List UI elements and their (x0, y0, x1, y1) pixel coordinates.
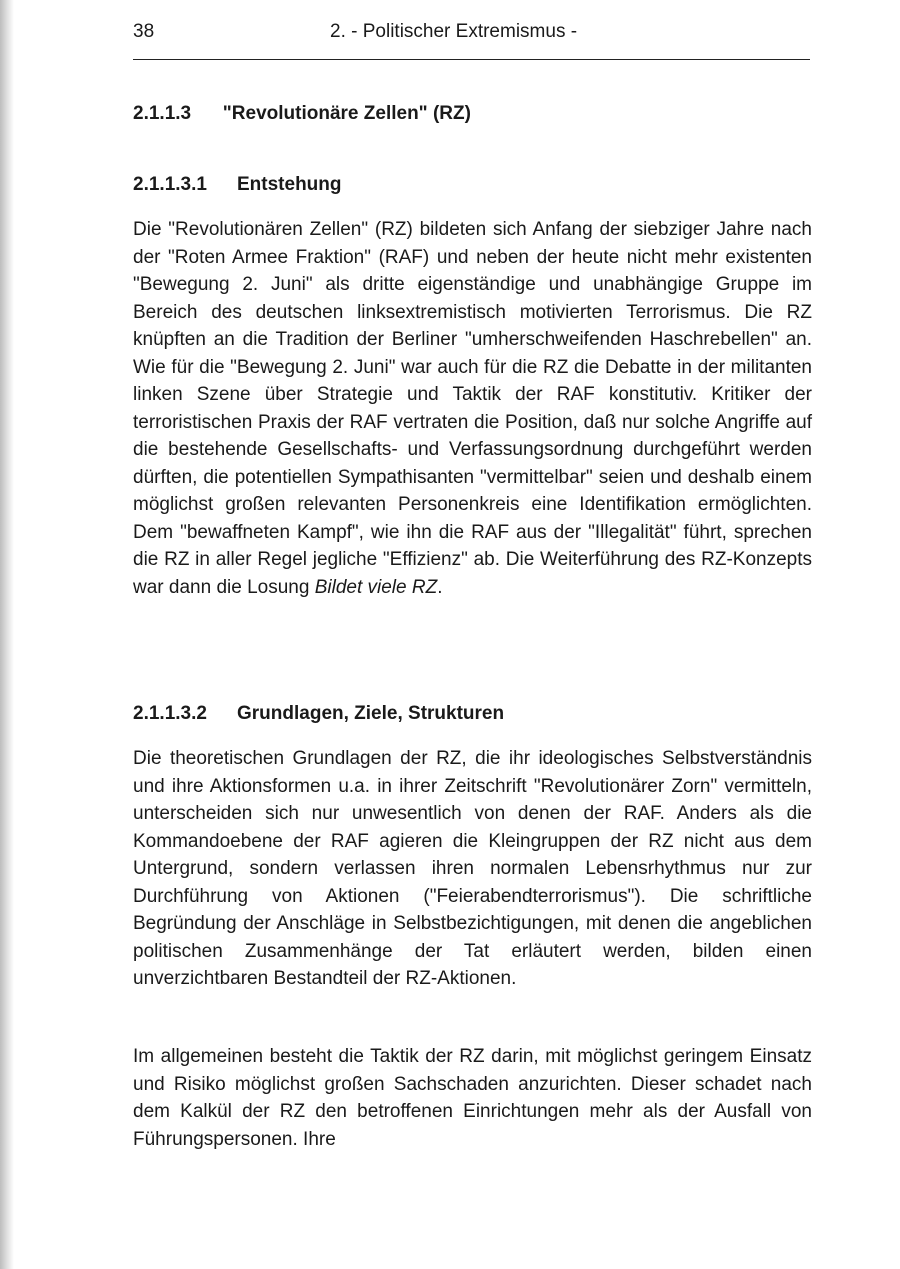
section-title: "Revolutionäre Zellen" (RZ) (222, 103, 471, 124)
subsection-number: 2.1.1.3.1 (133, 174, 207, 195)
paragraph-text: Die theoretischen Grundlagen der RZ, die ihr ideologisches Selbstverständnis und ihre Aktionsformen u.a. in ihrer Zeitschrift "Revolutionärer Zorn" vermitteln, unterscheiden sich nur unwesentlich von denen der RAF. Anders als die Kommandoebene der RAF agieren die Kleingruppen der RZ nicht aus dem Untergrund, sondern verlassen ihren normalen Lebensrhythmus nur zur Durchführung von Aktionen ("Feierabendterrorismus"). Die schriftliche Begründung der Anschläge in Selbstbezichtigungen, mit denen die angeblichen politischen Zusammenhänge der Tat erläutert werden, bilden einen unverzichtbaren Bestandteil der RZ-Aktionen. (133, 748, 812, 989)
header-rule (133, 59, 810, 60)
paragraph-entstehung (133, 216, 812, 601)
subsection-heading-1 (133, 171, 342, 199)
section-number: 2.1.1.3 (133, 103, 192, 124)
chapter-title: 2. - Politischer Extremismus - (330, 21, 578, 42)
subsection-title: Grundlagen, Ziele, Strukturen (237, 703, 505, 724)
paragraph-text: Im allgemeinen besteht die Taktik der RZ darin, mit möglichst geringem Einsatz und Risiko möglichst großen Sachschaden anzurichten. Dieser schadet nach dem Kalkül der RZ den betroffenen Einrichtungen mehr als der Ausfall von Führungspersonen. Ihre (133, 1046, 812, 1150)
subsection-heading-2 (133, 700, 504, 728)
paragraph-grundlagen-2 (133, 1043, 812, 1153)
subsection-title: Entstehung (237, 174, 342, 195)
running-head (133, 14, 812, 50)
scan-shadow-edge (0, 0, 14, 1269)
paragraph-grundlagen-1 (133, 745, 812, 993)
section-heading (133, 100, 471, 128)
paragraph-text: Die "Revolutionären Zellen" (RZ) bildeten sich Anfang der siebziger Jahre nach der "Roten Armee Fraktion" (RAF) und neben der heute nicht mehr existenten "Bewegung 2. Juni" als dritte eigenständige und unabhängige Gruppe im Bereich des deutschen linksextremistisch motivierten Terrorismus. Die RZ knüpften an die Tradition der Berliner "umherschweifenden Haschrebellen" an. Wie für die "Bewegung 2. Juni" war auch für die RZ die Debatte in der militanten linken Szene über Strategie und Taktik der RAF konstitutiv. Kritiker der terroristischen Praxis der RAF vertraten die Position, daß nur solche Angriffe auf die bestehende Gesellschafts- und Verfassungsordnung durchgeführt werden dürften, die potentiellen Sympathisanten "vermittelbar" seien und deshalb einem möglichst großen relevanten Personenkreis eine Identifikation ermöglichten. Dem "bewaffneten Kampf", wie ihn die RAF aus der "Illegalität" führt, sprechen die RZ in aller Regel jegliche "Effizienz" ab. Die Weiterführung des RZ-Konzepts war dann die Losung (133, 219, 812, 598)
subsection-number: 2.1.1.3.2 (133, 703, 207, 724)
paragraph-emphasis: Bildet viele RZ (314, 576, 438, 598)
page-number: 38 (133, 21, 155, 42)
page-header (133, 14, 812, 50)
paragraph-tail: . (437, 576, 443, 598)
